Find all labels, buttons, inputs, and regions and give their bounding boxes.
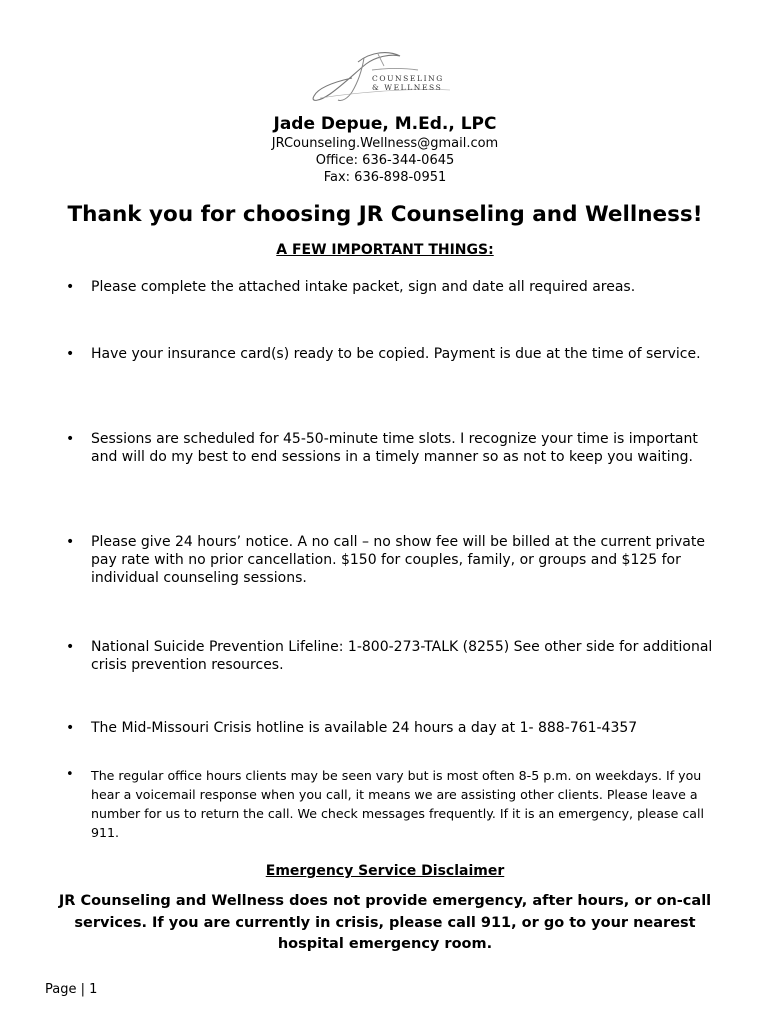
list-item-text: National Suicide Prevention Lifeline: 1-800-273-TALK (8255) See other side for additional crisis prevention resources.: [91, 639, 713, 674]
list-item: [66, 766, 716, 842]
list-item-text: The Mid-Missouri Crisis hotline is available 24 hours a day at 1- 888-761-4357: [91, 720, 638, 736]
contact-office-phone: Office: 636-344-0645: [315, 153, 455, 168]
list-item: [66, 638, 716, 674]
bullet-icon: •: [66, 534, 75, 550]
list-item: [66, 345, 716, 363]
disclaimer-heading: Emergency Service Disclaimer: [265, 863, 505, 879]
list-item-text: Please complete the attached intake packet, sign and date all required areas.: [91, 279, 636, 295]
provider-name: Jade Depue, M.Ed., LPC: [273, 114, 497, 134]
bullet-icon: •: [66, 279, 75, 295]
list-item-text: Sessions are scheduled for 45-50-minute time slots. I recognize your time is important and will do my best to end sessions in a timely manner so as not to keep you waiting.: [91, 431, 698, 466]
page-number: Page | 1: [45, 982, 98, 997]
bullet-icon: •: [66, 431, 75, 447]
list-item: [66, 533, 716, 588]
contact-email[interactable]: JRCounseling.Wellness@gmail.com: [271, 136, 499, 151]
list-item: [66, 278, 716, 296]
list-item-text: Have your insurance card(s) ready to be copied. Payment is due at the time of service.: [91, 346, 701, 362]
list-item-text: The regular office hours clients may be seen vary but is most often 8-5 p.m. on weekdays. If you hear a voicemail response when you call, it means we are assisting other clients. Please leave a number for us to return the call. We check messages frequently. If it is an emergency, please call 911.: [91, 768, 704, 840]
contact-fax: Fax: 636-898-0951: [323, 170, 447, 185]
list-item: [66, 430, 716, 466]
bullet-icon: •: [66, 639, 75, 655]
page-title: Thank you for choosing JR Counseling and Wellness!: [67, 202, 703, 227]
logo-line-2: & WELLNESS: [372, 83, 443, 92]
list-item-text: Please give 24 hours’ notice. A no call – no show fee will be billed at the current private pay rate with no prior cancellation. $150 for couples, family, or groups and $125 for individual counseling sessions.: [91, 534, 705, 587]
disclaimer-text: JR Counseling and Wellness does not provide emergency, after hours, or on-call services. If you are currently in crisis, please call 911, or go to your nearest hospital emergency room.: [58, 893, 712, 952]
bullet-icon: •: [66, 767, 74, 782]
logo-line-1: COUNSELING: [372, 74, 444, 83]
section-heading: A FEW IMPORTANT THINGS:: [276, 242, 494, 258]
bullet-icon: •: [66, 346, 75, 362]
list-item: [66, 719, 716, 737]
bullet-icon: •: [66, 720, 75, 736]
